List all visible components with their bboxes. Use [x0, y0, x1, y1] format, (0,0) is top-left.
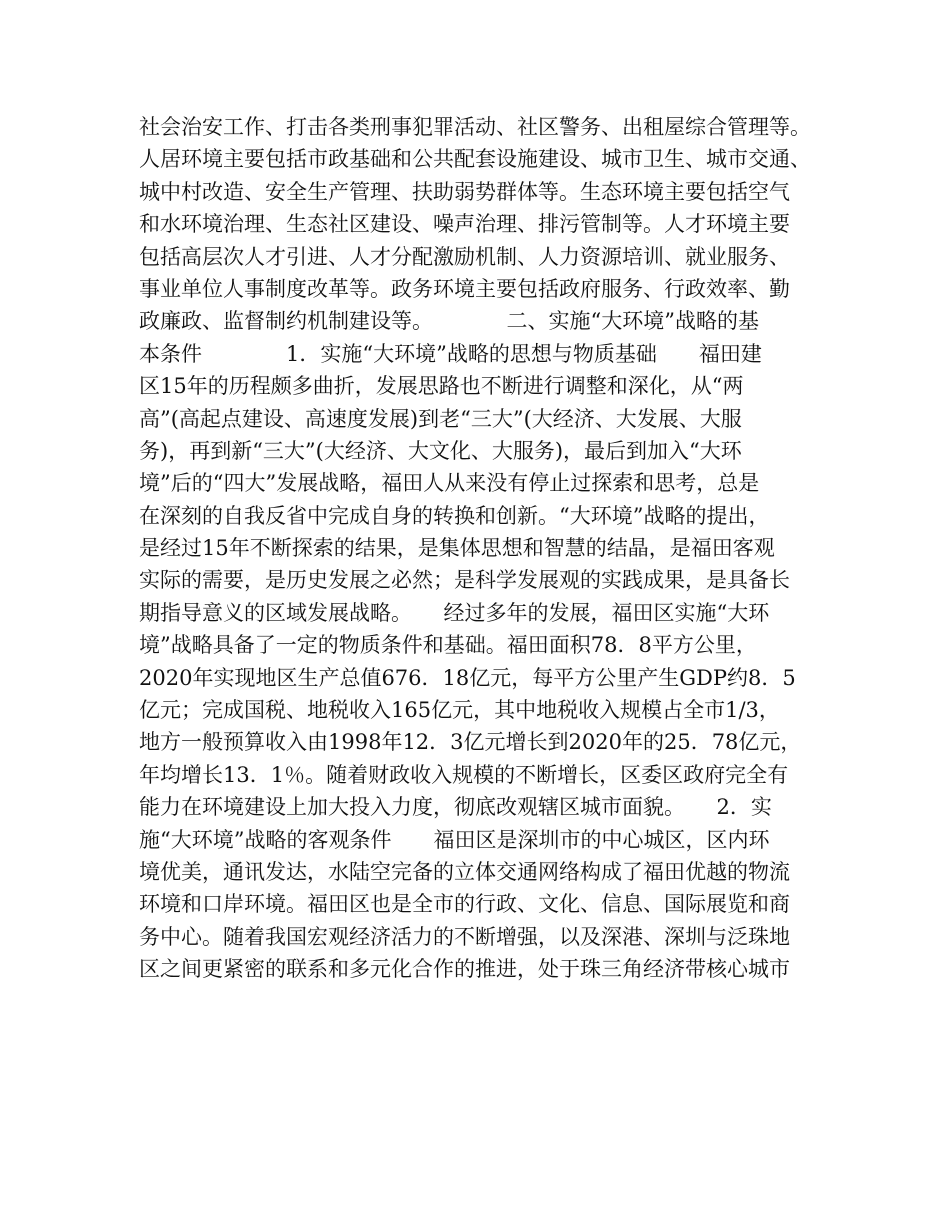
- text-line: 地方一般预算收入由1998年12．3亿元增长到2020年的25．78亿元，: [139, 730, 802, 755]
- text-line: 亿元；完成国税、地税收入165亿元，其中地税收入规模占全市1/3，: [139, 698, 780, 723]
- text-line: 包括高层次人才引进、人才分配激励机制、人力资源培训、就业服务、: [139, 244, 790, 269]
- text-line: 政廉政、监督制约机制建设等。 二、实施“大环境”战略的基: [139, 309, 759, 334]
- text-line: 2020年实现地区生产总值676．18亿元，每平方公里产生GDP约8．5: [139, 665, 796, 690]
- text-line: 实际的需要，是历史发展之必然；是科学发展观的实践成果，是具备长: [139, 568, 790, 593]
- text-line: 境”战略具备了一定的物质条件和基础。福田面积78．8平方公里，: [139, 633, 757, 658]
- text-line: 是经过15年不断探索的结果，是集体思想和智慧的结晶，是福田客观: [139, 536, 775, 561]
- text-line: 境优美，通讯发达，水陆空完备的立体交通网络构成了福田优越的物流: [139, 859, 790, 884]
- text-line: 期指导意义的区域发展战略。 经过多年的发展，福田区实施“大环: [139, 600, 770, 625]
- text-line: 施“大环境”战略的客观条件 福田区是深圳市的中心城区，区内环: [139, 827, 770, 852]
- text-line: 能力在环境建设上加大投入力度，彻底改观辖区城市面貌。 2．实: [139, 795, 772, 820]
- text-line: 区之间更紧密的联系和多元化合作的推进，处于珠三角经济带核心城市: [139, 957, 790, 982]
- text-line: 务中心。随着我国宏观经济活力的不断增强，以及深港、深圳与泛珠地: [139, 924, 790, 949]
- text-line: 人居环境主要包括市政基础和公共配套设施建设、城市卫生、城市交通、: [139, 147, 811, 172]
- text-line: 城中村改造、安全生产管理、扶助弱势群体等。生态环境主要包括空气: [139, 179, 790, 204]
- text-line: 区15年的历程颇多曲折，发展思路也不断进行调整和深化，从“两: [139, 374, 744, 399]
- text-line: 高”(高起点建设、高速度发展)到老“三大”(大经济、大发展、大服: [139, 406, 742, 431]
- text-line: 事业单位人事制度改革等。政务环境主要包括政府服务、行政效率、勤: [139, 276, 790, 301]
- body-text: [139, 111, 839, 986]
- text-line: 在深刻的自我反省中完成自身的转换和创新。“大环境”战略的提出，: [139, 503, 770, 528]
- text-line: 和水环境治理、生态社区建设、噪声治理、排污管制等。人才环境主要: [139, 212, 790, 237]
- text-line: 环境和口岸环境。福田区也是全市的行政、文化、信息、国际展览和商: [139, 892, 790, 917]
- text-line: 境”后的“四大”发展战略，福田人从来没有停止过探索和思考，总是: [139, 471, 760, 496]
- text-line: 社会治安工作、打击各类刑事犯罪活动、社区警务、出租屋综合管理等。: [139, 115, 811, 139]
- text-line: 务)，再到新“三大”(大经济、大文化、大服务)，最后到加入“大环: [139, 438, 742, 463]
- text-line: 年均增长13．1％。随着财政收入规模的不断增长，区委区政府完全有: [139, 762, 789, 787]
- text-line: 本条件 1．实施“大环境”战略的思想与物质基础 福田建: [139, 341, 762, 366]
